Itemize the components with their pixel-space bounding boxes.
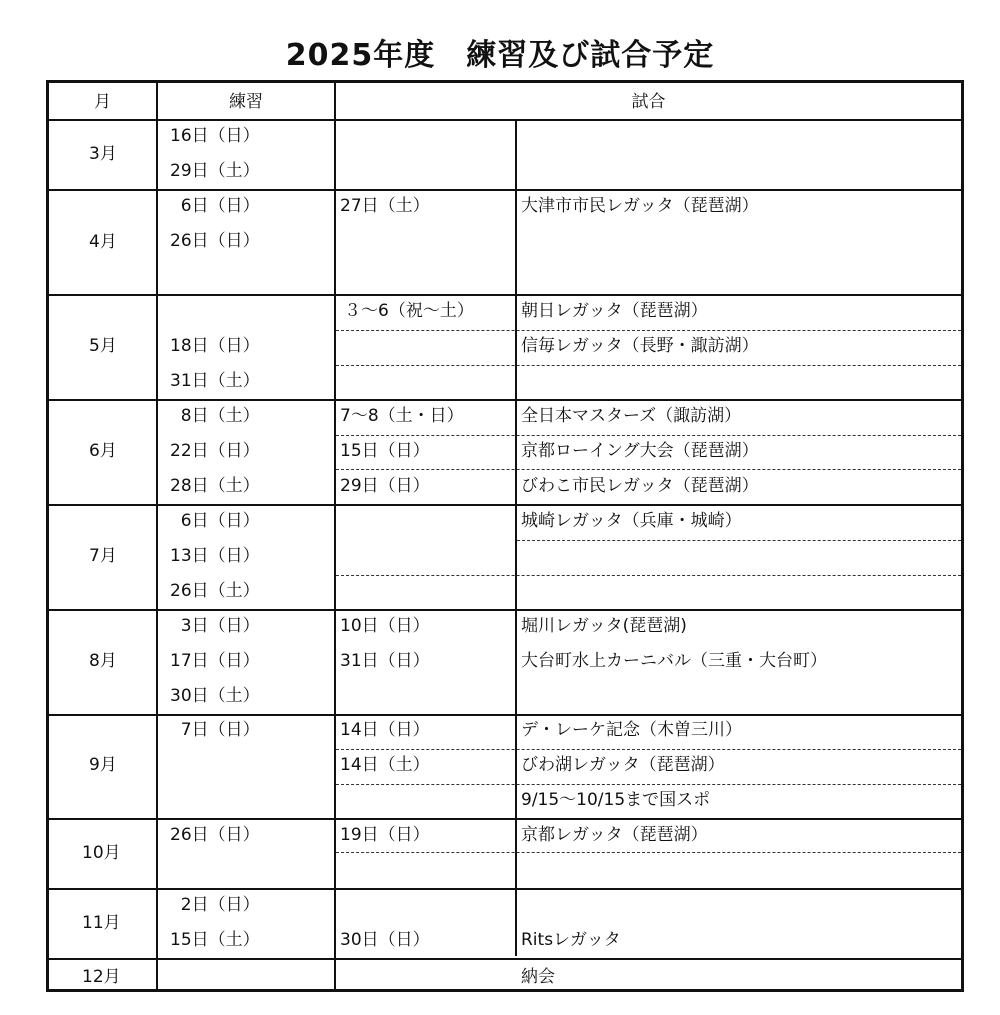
- dashed-divider: [336, 852, 961, 853]
- dashed-divider: [336, 330, 961, 331]
- month-label: 10月: [82, 843, 121, 863]
- match-event: 朝日レガッタ（琵琶湖）: [521, 301, 708, 321]
- match-event: 堀川レガッタ(琵琶湖): [521, 616, 687, 636]
- dashed-divider: [336, 784, 961, 785]
- practice-date: 26日（土）: [170, 581, 260, 601]
- dashed-divider: [336, 575, 961, 576]
- month-label: 8月: [89, 651, 117, 671]
- month-label: 11月: [82, 913, 121, 933]
- month-label: 3月: [89, 144, 117, 164]
- match-event: Ritsレガッタ: [521, 930, 621, 950]
- dashed-divider: [517, 540, 961, 541]
- schedule-table: [46, 80, 964, 992]
- practice-date: 6日（日）: [170, 196, 260, 216]
- header-practice: 練習: [229, 92, 263, 112]
- row-divider: [49, 818, 961, 820]
- match-event: びわ湖レガッタ（琵琶湖）: [521, 755, 725, 775]
- row-divider: [49, 888, 961, 890]
- match-event: 信毎レガッタ（長野・諏訪湖）: [521, 336, 759, 356]
- match-date: 27日（土）: [340, 196, 430, 216]
- match-date: 14日（日）: [340, 720, 430, 740]
- practice-date: 16日（日）: [170, 126, 260, 146]
- practice-date: 6日（日）: [170, 511, 260, 531]
- match-date: 7～8（土・日）: [340, 406, 464, 426]
- practice-date: 22日（日）: [170, 441, 260, 461]
- match-event: 京都ローイング大会（琵琶湖）: [521, 441, 759, 461]
- match-date: 15日（日）: [340, 441, 430, 461]
- match-date: 30日（日）: [340, 930, 430, 950]
- column-divider: [156, 83, 158, 989]
- row-divider: [49, 399, 961, 401]
- practice-date: 7日（日）: [170, 720, 260, 740]
- practice-date: 29日（土）: [170, 161, 260, 181]
- match-event: 全日本マスターズ（諏訪湖）: [521, 406, 742, 426]
- row-divider: [49, 504, 961, 506]
- practice-date: 13日（日）: [170, 546, 260, 566]
- month-label: 12月: [82, 967, 121, 987]
- match-date: 10日（日）: [340, 616, 430, 636]
- match-event: デ・レーケ記念（木曽三川）: [521, 720, 742, 740]
- month-label: 4月: [89, 232, 117, 252]
- practice-date: 15日（土）: [170, 930, 260, 950]
- practice-date: 28日（土）: [170, 476, 260, 496]
- month-label: 9月: [89, 755, 117, 775]
- practice-date: 30日（土）: [170, 686, 260, 706]
- practice-date: 2日（日）: [170, 895, 260, 915]
- column-divider: [515, 120, 517, 956]
- match-date: ３～6（祝～土）: [344, 301, 474, 321]
- match-date: 29日（日）: [340, 476, 430, 496]
- header-match: 試合: [631, 92, 666, 112]
- match-event: 9/15～10/15まで国スポ: [521, 790, 711, 810]
- match-event: 大津市市民レガッタ（琵琶湖）: [521, 196, 759, 216]
- practice-date: 31日（土）: [170, 371, 260, 391]
- match-date: 31日（日）: [340, 651, 430, 671]
- match-date: 14日（土）: [340, 755, 430, 775]
- row-divider: [49, 714, 961, 716]
- row-divider: [49, 958, 961, 960]
- row-divider: [49, 189, 961, 191]
- dashed-divider: [336, 365, 961, 366]
- match-event: 城崎レガッタ（兵庫・城崎）: [521, 511, 742, 531]
- page-title: 2025年度 練習及び試合予定: [285, 38, 715, 73]
- header-month: 月: [94, 92, 111, 112]
- match-event: びわこ市民レガッタ（琵琶湖）: [521, 476, 759, 496]
- match-date: 19日（日）: [340, 825, 430, 845]
- match-event: 京都レガッタ（琵琶湖）: [521, 825, 708, 845]
- month-label: 6月: [89, 441, 117, 461]
- dashed-divider: [336, 749, 961, 750]
- match-event: 大台町水上カーニバル（三重・大台町）: [521, 651, 827, 671]
- practice-date: 8日（土）: [170, 406, 260, 426]
- practice-date: 17日（日）: [170, 651, 260, 671]
- row-divider: [49, 294, 961, 296]
- row-divider: [49, 119, 961, 121]
- practice-date: 18日（日）: [170, 336, 260, 356]
- dashed-divider: [336, 435, 961, 436]
- december-note: 納会: [521, 967, 555, 987]
- month-label: 5月: [89, 336, 117, 356]
- practice-date: 3日（日）: [170, 616, 260, 636]
- column-divider: [334, 83, 336, 989]
- month-label: 7月: [89, 546, 117, 566]
- practice-date: 26日（日）: [170, 825, 260, 845]
- dashed-divider: [336, 469, 961, 470]
- practice-date: 26日（日）: [170, 231, 260, 251]
- row-divider: [49, 609, 961, 611]
